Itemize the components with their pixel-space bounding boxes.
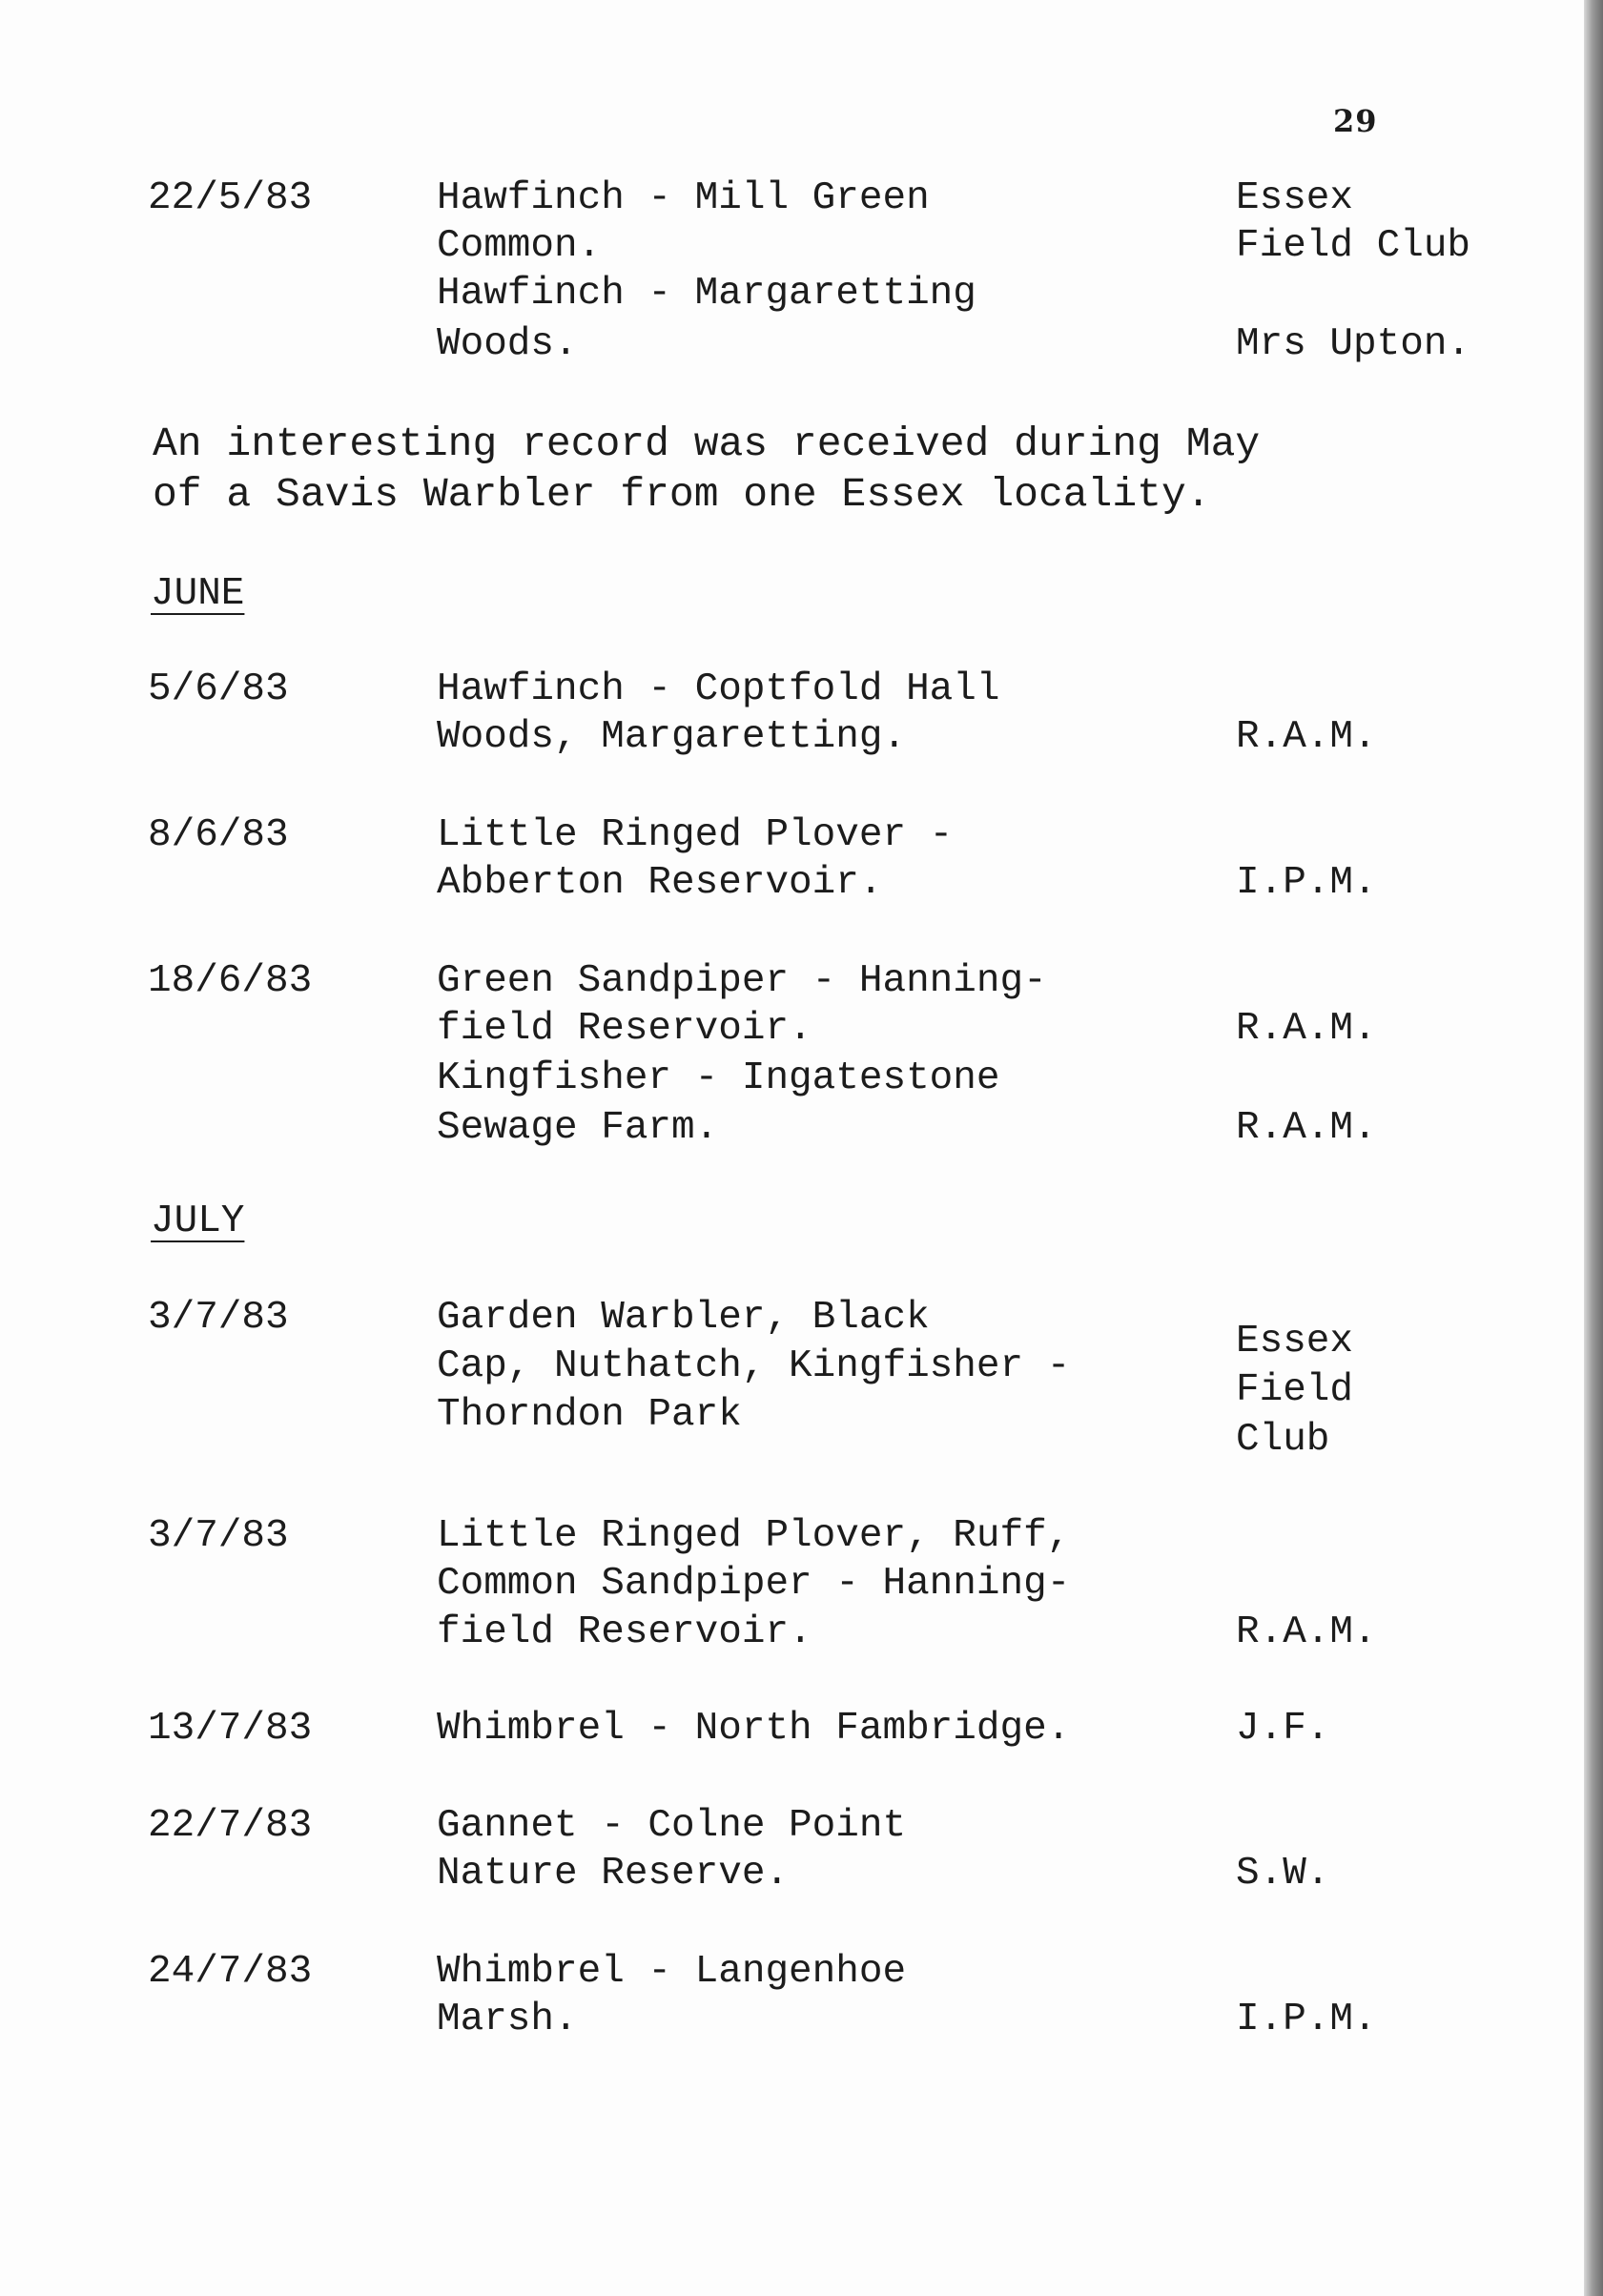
page-number: 29 [1333,103,1378,139]
entry-date: 18/6/83 [148,959,313,1003]
entry-date: 24/7/83 [148,1950,313,1994]
entry-description-line: Hawfinch - Mill Green [437,176,930,220]
entry-observer: R.A.M. [1236,1610,1377,1654]
entry-description-line: Nature Reserve. [437,1852,790,1896]
entry-observer: S.W. [1236,1852,1330,1896]
entry-description-line: Little Ringed Plover - [437,813,954,857]
entry-description-line: Abberton Reservoir. [437,861,883,905]
page-edge-shadow [1584,0,1603,2296]
entry-description-line: Cap, Nuthatch, Kingfisher - [437,1344,1071,1388]
entry-description-line: Gannet - Colne Point [437,1804,907,1848]
entry-observer: I.P.M. [1236,1998,1377,2041]
entry-date: 22/5/83 [148,176,313,220]
entry-description-line: Woods, Margaretting. [437,715,907,759]
entry-observer: R.A.M. [1236,1007,1377,1051]
entry-date: 13/7/83 [148,1707,313,1751]
entry-description-line: field Reservoir. [437,1610,812,1654]
entry-date: 3/7/83 [148,1514,289,1558]
entry-description-line: Common. [437,224,602,268]
entry-description-line: Hawfinch - Margaretting [437,272,976,316]
entry-description-line: Thorndon Park [437,1393,742,1437]
entry-observer: Mrs Upton. [1236,322,1471,366]
entry-observer: Field [1236,1368,1354,1412]
entry-description-line: Kingfisher - Ingatestone [437,1056,1000,1100]
entry-description-line: Marsh. [437,1998,578,2041]
entry-date: 3/7/83 [148,1296,289,1340]
entry-observer: Essex [1236,176,1354,220]
entry-observer: Field Club [1236,224,1471,268]
entry-description-line: Garden Warbler, Black [437,1296,930,1340]
entry-description-line: Hawfinch - Coptfold Hall [437,667,1000,711]
entry-description-line: Little Ringed Plover, Ruff, [437,1514,1071,1558]
note-line: An interesting record was received during May [153,420,1261,467]
month-heading-july: JULY [151,1199,245,1243]
entry-date: 5/6/83 [148,667,289,711]
entry-description-line: Woods. [437,322,578,366]
entry-description-line: Whimbrel - North Fambridge. [437,1707,1071,1751]
entry-observer: R.A.M. [1236,715,1377,759]
entry-observer: J.F. [1236,1707,1330,1751]
entry-description-line: Common Sandpiper - Hanning- [437,1562,1071,1606]
month-heading-june: JUNE [151,572,245,616]
entry-observer: Essex [1236,1320,1354,1363]
entry-date: 8/6/83 [148,813,289,857]
entry-description-line: Sewage Farm. [437,1106,719,1150]
entry-date: 22/7/83 [148,1804,313,1848]
entry-description-line: Green Sandpiper - Hanning- [437,959,1047,1003]
entry-observer: I.P.M. [1236,861,1377,905]
note-line: of a Savis Warbler from one Essex locality. [153,471,1211,518]
entry-observer: Club [1236,1418,1330,1462]
entry-observer: R.A.M. [1236,1106,1377,1150]
entry-description-line: field Reservoir. [437,1007,812,1051]
entry-description-line: Whimbrel - Langenhoe [437,1950,907,1994]
